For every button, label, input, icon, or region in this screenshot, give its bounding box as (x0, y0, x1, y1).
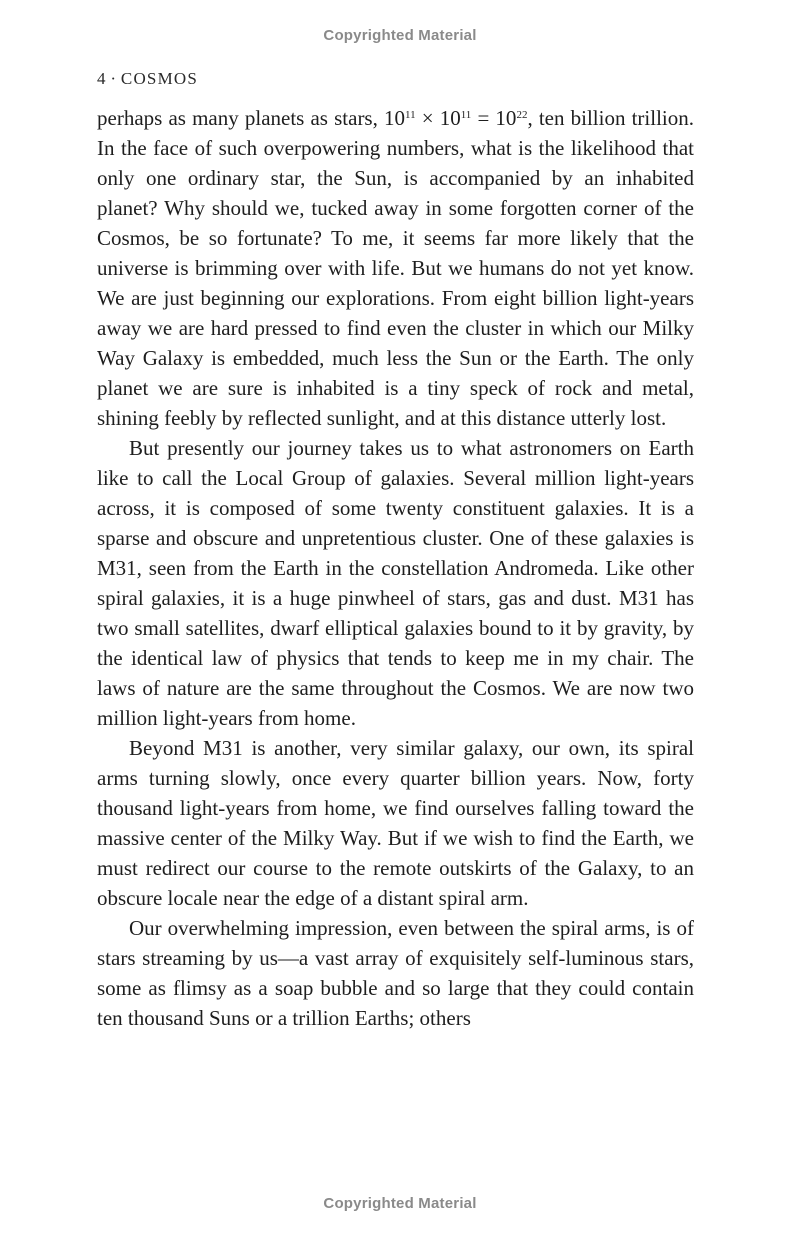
paragraph-2: But presently our journey takes us to what astronomers on Earth like to call the Local Group of galaxies. Several million light-years across, it is composed of some twenty constituent galaxies. It is a sparse and obscure and unpretentious cluster. One of these galaxies is M31, seen from the Earth in the constellation Andromeda. Like other spiral galaxies, it is a huge pinwheel of stars, gas and dust. M31 has two small satellites, dwarf elliptical galaxies bound to it by gravity, by the identical law of physics that tends to keep me in my chair. The laws of nature are the same throughout the Cosmos. We are now two million light-years from home. (97, 436, 694, 730)
paragraph-4: Our overwhelming impression, even between the spiral arms, is of stars streaming by us—a vast array of exquisitely self-luminous stars, some as flimsy as a soap bubble and so large that they could contain ten thousand Suns or a trillion Earths; others (97, 916, 694, 1030)
math-text: = 10 (471, 106, 517, 130)
copyright-watermark-bottom: Copyrighted Material (323, 1195, 477, 1212)
running-head-separator: · (110, 69, 117, 88)
exponent: 22 (516, 109, 528, 121)
paragraph-1-lead: perhaps as many planets as stars, 10 (97, 106, 405, 130)
page-body (97, 103, 694, 1033)
paragraph-3: Beyond M31 is another, very similar galaxy, our own, its spiral arms turning slowly, once every quarter billion years. Now, forty thousand light-years from home, we find ourselves falling toward the massive center of the Milky Way. But if we wish to find the Earth, we must redirect our course to the remote outskirts of the Galaxy, to an obscure locale near the edge of a distant spiral arm. (97, 736, 694, 910)
copyright-watermark-top: Copyrighted Material (323, 27, 477, 44)
running-head (97, 69, 198, 89)
math-text: × 10 (415, 106, 461, 130)
exponent: 11 (460, 109, 472, 121)
paragraph-1-rest: , ten billion trillion. In the face of such overpowering numbers, what is the likelihood that only one ordinary star, the Sun, is accompanied by an inhabited planet? Why should we, tucked away in some forgotten corner of the Cosmos, be so fortunate? To me, it seems far more likely that the universe is brimming over with life. But we humans do not yet know. We are just beginning our explorations. From eight billion light-years away we are hard pressed to find even the cluster in which our Milky Way Galaxy is embedded, much less the Sun or the Earth. The only planet we are sure is inhabited is a tiny speck of rock and metal, shining feebly by reflected sunlight, and at this distance utterly lost. (97, 106, 695, 430)
page-number: 4 (97, 69, 106, 88)
book-title: COSMOS (120, 69, 199, 88)
paragraph-1 (97, 103, 694, 433)
exponent: 11 (405, 109, 416, 121)
